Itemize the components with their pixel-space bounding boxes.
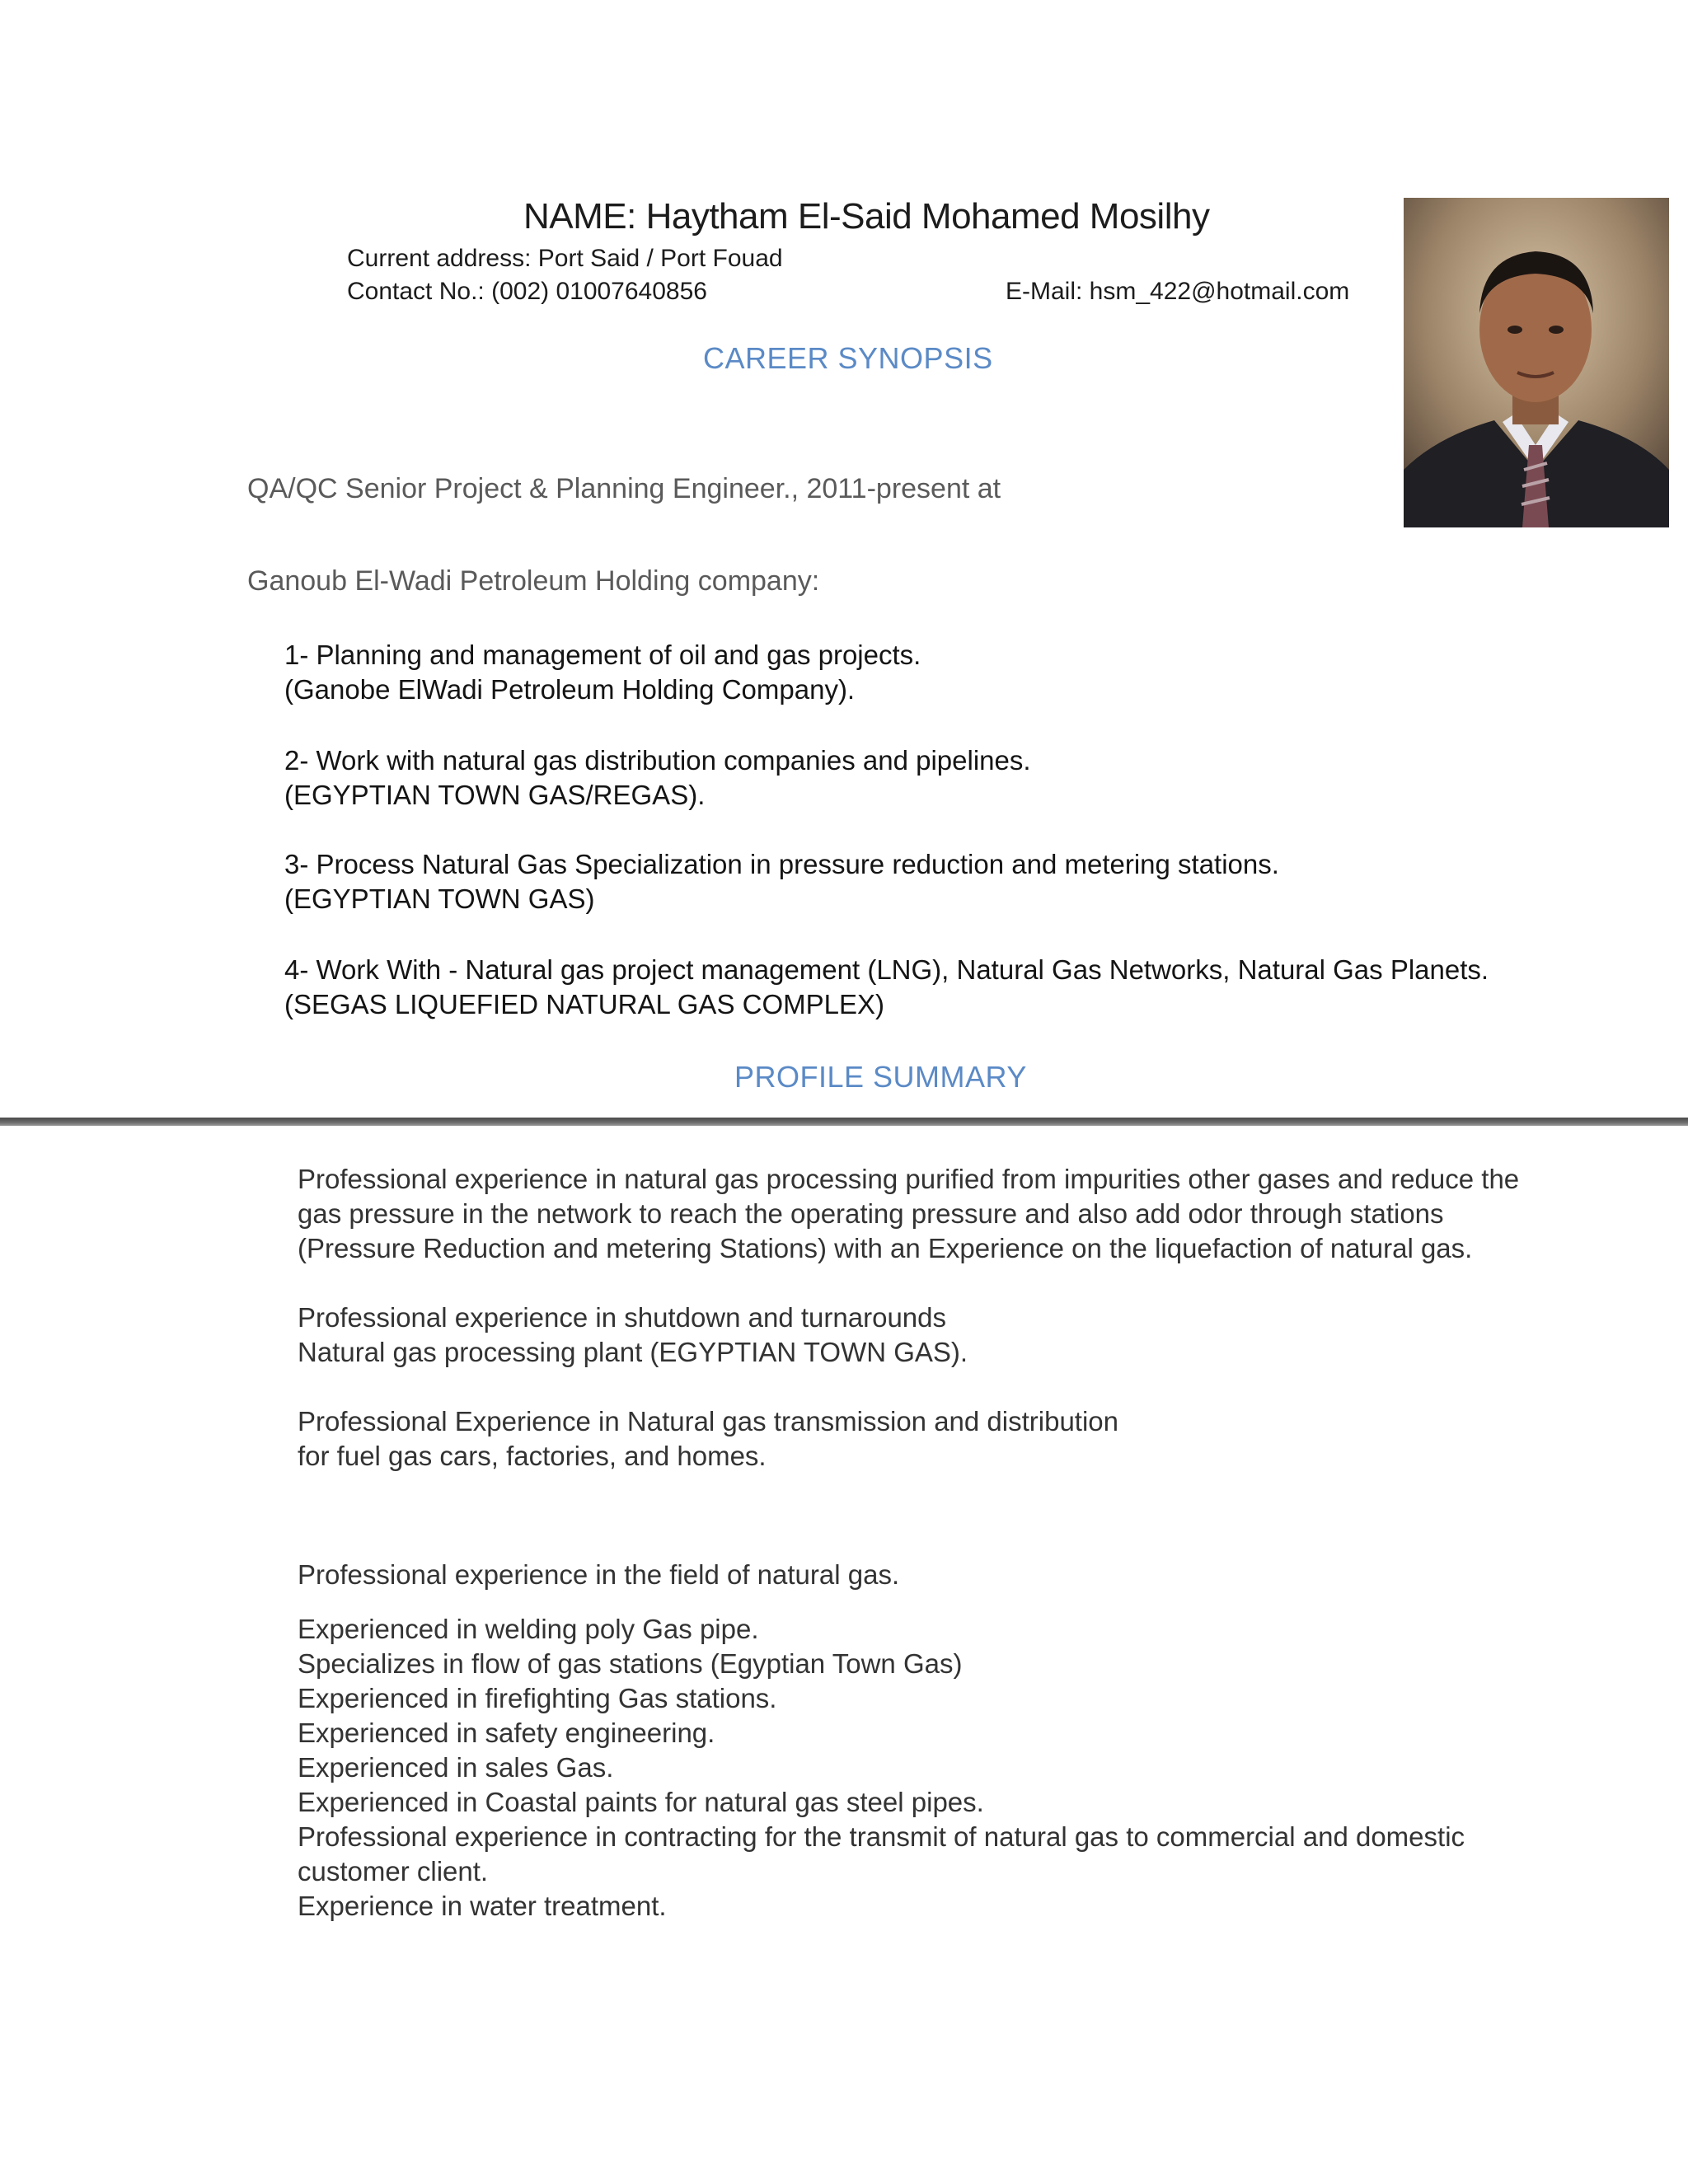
- list-item: Experienced in sales Gas.: [298, 1752, 614, 1783]
- career-item-line: 3- Process Natural Gas Specialization in pressure reduction and metering stations.: [284, 849, 1279, 879]
- list-item: Experienced in Coastal paints for natural gas steel pipes.: [298, 1787, 984, 1817]
- career-item-line: (EGYPTIAN TOWN GAS): [284, 883, 595, 914]
- profile-line: gas pressure in the network to reach the operating pressure and also add odor through stations: [298, 1198, 1444, 1229]
- career-item: [284, 847, 1279, 916]
- candidate-name: NAME: Haytham El-Said Mohamed Mosilhy: [523, 196, 1210, 237]
- career-item: [284, 638, 921, 707]
- profile-line: Natural gas processing plant (EGYPTIAN TOWN GAS).: [298, 1337, 968, 1367]
- career-item: [284, 743, 1031, 813]
- profile-paragraph: [298, 1404, 1118, 1474]
- profile-line: (Pressure Reduction and metering Stations) with an Experience on the liquefaction of natural gas.: [298, 1233, 1473, 1263]
- contact-number: Contact No.: (002) 01007640856: [347, 278, 707, 305]
- career-item-line: (Ganobe ElWadi Petroleum Holding Company).: [284, 674, 856, 705]
- profile-line: Professional experience in natural gas processing purified from impurities other gases and reduce the: [298, 1164, 1520, 1194]
- profile-line: for fuel gas cars, factories, and homes.: [298, 1441, 767, 1471]
- profile-paragraph: [298, 1301, 968, 1370]
- list-item: Professional experience in contracting for the transmit of natural gas to commercial and domestic: [298, 1821, 1465, 1852]
- profile-paragraph: [298, 1558, 899, 1592]
- career-synopsis-heading: CAREER SYNOPSIS: [703, 341, 993, 375]
- career-item-line: (EGYPTIAN TOWN GAS/REGAS).: [284, 780, 706, 810]
- list-item: Experienced in firefighting Gas stations.: [298, 1683, 777, 1713]
- experience-list: [298, 1612, 1465, 1924]
- list-item: Experienced in welding poly Gas pipe.: [298, 1614, 759, 1644]
- portrait-illustration: [1404, 198, 1669, 527]
- profile-summary-heading: PROFILE SUMMARY: [734, 1060, 1027, 1094]
- list-item: Experience in water treatment.: [298, 1891, 667, 1921]
- profile-line: Professional Experience in Natural gas transmission and distribution: [298, 1406, 1119, 1436]
- current-address: Current address: Port Said / Port Fouad: [347, 245, 783, 272]
- current-role: QA/QC Senior Project & Planning Engineer., 2011-present at: [247, 473, 1001, 504]
- list-item: customer client.: [298, 1856, 489, 1886]
- list-item: Specializes in flow of gas stations (Egyptian Town Gas): [298, 1648, 963, 1679]
- profile-line: Professional experience in shutdown and turnarounds: [298, 1302, 947, 1333]
- career-item: [284, 953, 1489, 1022]
- career-item-line: 2- Work with natural gas distribution companies and pipelines.: [284, 745, 1031, 776]
- list-item: Experienced in safety engineering.: [298, 1718, 715, 1748]
- section-divider: [0, 1118, 1688, 1126]
- profile-line: Professional experience in the field of natural gas.: [298, 1559, 900, 1590]
- company-name: Ganoub El-Wadi Petroleum Holding company:: [247, 565, 820, 597]
- profile-photo: [1404, 198, 1669, 527]
- career-item-line: 4- Work With - Natural gas project management (LNG), Natural Gas Networks, Natural Gas Planets.: [284, 954, 1489, 985]
- career-item-line: 1- Planning and management of oil and gas projects.: [284, 640, 921, 670]
- profile-paragraph: [298, 1162, 1519, 1266]
- email-address: E-Mail: hsm_422@hotmail.com: [1006, 278, 1350, 305]
- career-item-line: (SEGAS LIQUEFIED NATURAL GAS COMPLEX): [284, 989, 884, 1019]
